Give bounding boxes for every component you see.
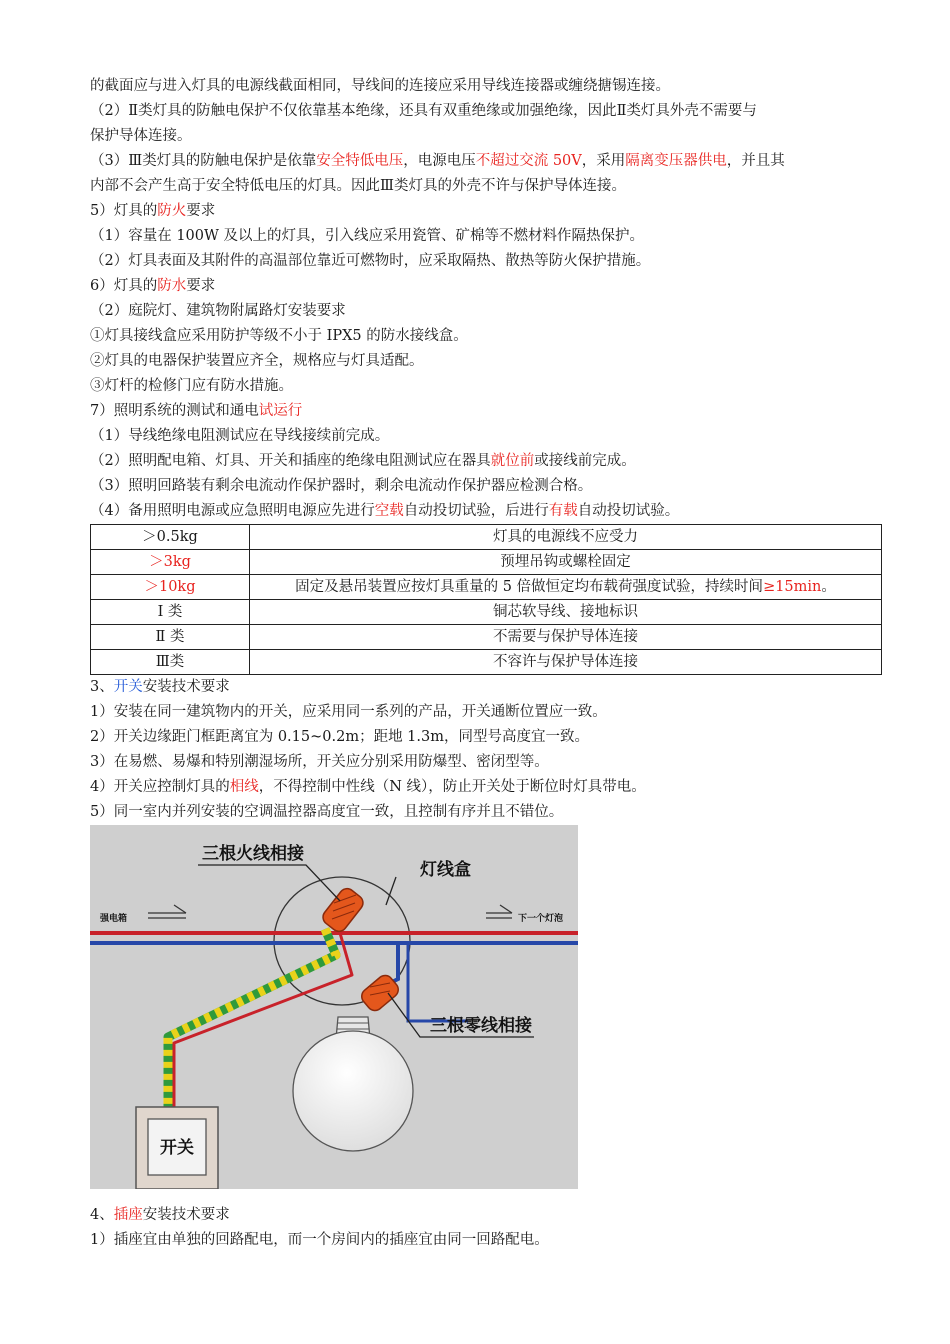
paragraph-line [90, 199, 890, 224]
table-row [91, 550, 882, 575]
paragraph-line [90, 700, 890, 725]
text-run: ＞0.5kg [142, 529, 198, 545]
text-run: （2）庭院灯、建筑物附属路灯安装要求 [90, 303, 346, 319]
text-run: 3）在易燃、易爆和特别潮湿场所，开关应分别采用防爆型、密闭型等。 [90, 754, 549, 770]
text-run: ，电源电压 [403, 153, 476, 169]
text-run: （3）Ⅲ类灯具的防触电保护是依靠 [90, 153, 317, 169]
text-run: 7）照明系统的测试和通电 [90, 403, 259, 419]
paragraph-line [90, 675, 890, 700]
text-run: 。 [821, 579, 836, 595]
paragraph-line [90, 249, 890, 274]
paragraph-line [90, 775, 890, 800]
category-cell [91, 625, 250, 650]
paragraph-line [90, 499, 890, 524]
highlighted-text: 安全特低电压 [316, 153, 404, 169]
highlighted-text: ＞10kg [144, 579, 196, 595]
table-row [91, 625, 882, 650]
text-run: 要求 [186, 278, 216, 294]
highlighted-text: 防水 [157, 278, 187, 294]
paragraph-line [90, 725, 890, 750]
paragraph-line [90, 274, 890, 299]
next-bulb-label: 下一个灯泡 [518, 914, 564, 924]
paragraph-line [90, 750, 890, 775]
paragraph-line [90, 1228, 890, 1253]
requirement-cell [250, 525, 882, 550]
text-run: 铜芯软导线、接地标识 [493, 604, 638, 620]
requirement-cell [250, 575, 882, 600]
paragraph-line [90, 174, 890, 199]
text-run: 5）灯具的 [90, 203, 158, 219]
live-connection-label: 三根火线相接 [202, 844, 304, 864]
paragraph-line [90, 1203, 890, 1228]
highlighted-text: 有载 [548, 503, 578, 519]
highlighted-text: 开关 [113, 679, 143, 695]
highlighted-text: 插座 [113, 1207, 143, 1223]
text-run: 3、 [90, 679, 114, 695]
text-run: ，采用 [581, 153, 626, 169]
highlighted-text: 隔离变压器供电 [625, 153, 727, 169]
text-run: 安装技术要求 [142, 1207, 230, 1223]
text-run: 自动投切试验。 [577, 503, 680, 519]
paragraph-line [90, 349, 890, 374]
text-run: 6）灯具的 [90, 278, 158, 294]
text-run: 不容许与保护导体连接 [493, 654, 638, 670]
text-run: 5）同一室内并列安装的空调温控器高度宜一致，且控制有序并且不错位。 [90, 804, 564, 820]
highlighted-text: 不超过交流 50V [475, 153, 582, 169]
paragraph-line [90, 224, 890, 249]
highlighted-text: ≥15min [763, 579, 822, 595]
category-cell [91, 550, 250, 575]
paragraph-line [90, 424, 890, 449]
table-row [91, 650, 882, 675]
paragraph-line [90, 324, 890, 349]
document-page [90, 74, 890, 1253]
highlighted-text: ＞3kg [149, 554, 191, 570]
highlighted-text: 就位前 [490, 453, 535, 469]
text-run: ，不得控制中性线（N 线），防止开关处于断位时灯具带电。 [258, 779, 646, 795]
light-box-label: 灯线盒 [420, 860, 471, 880]
text-run: 固定及悬吊装置应按灯具重量的 5 倍做恒定均布载荷强度试验，持续时间 [295, 579, 764, 595]
text-run: 的截面应与进入灯具的电源线截面相同，导线间的连接应采用导线连接器或缠绕搪锡连接。 [90, 78, 670, 94]
category-cell [91, 525, 250, 550]
paragraph-line [90, 399, 890, 424]
text-run: 预埋吊钩或螺栓固定 [500, 554, 631, 570]
paragraph-line [90, 474, 890, 499]
text-run: （1）导线绝缘电阻测试应在导线接续前完成。 [90, 428, 390, 444]
paragraph-line [90, 124, 890, 149]
switch-label: 开关 [160, 1138, 194, 1158]
requirement-cell [250, 650, 882, 675]
text-run: 安装技术要求 [142, 679, 230, 695]
text-run: 不需要与保护导体连接 [493, 629, 638, 645]
power-box-label: 强电箱 [100, 914, 128, 924]
paragraph-line [90, 149, 890, 174]
highlighted-text: 空载 [374, 503, 404, 519]
table-row [91, 575, 882, 600]
neutral-connection-label: 三根零线相接 [430, 1016, 532, 1036]
lamp-weight-spec-table [90, 524, 882, 675]
text-run: 灯具的电源线不应受力 [493, 529, 638, 545]
text-run: （2）灯具表面及其附件的高温部位靠近可燃物时，应采取隔热、散热等防火保护措施。 [90, 253, 651, 269]
text-run: （2）Ⅱ类灯具的防触电保护不仅依靠基本绝缘，还具有双重绝缘或加强绝缘，因此Ⅱ类灯具外壳不需要与 [90, 103, 757, 119]
text-run: 要求 [186, 203, 216, 219]
text-run: Ⅱ 类 [155, 629, 185, 645]
socket-installation-section [90, 1203, 890, 1253]
table-row [91, 600, 882, 625]
text-run: 自动投切试验，后进行 [403, 503, 549, 519]
text-run: ③灯杆的检修门应有防水措施。 [90, 378, 293, 394]
text-run: 内部不会产生高于安全特低电压的灯具。因此Ⅲ类灯具的外壳不许与保护导体连接。 [90, 178, 626, 194]
text-run: Ⅲ类 [155, 654, 185, 670]
requirement-cell [250, 550, 882, 575]
requirement-cell [250, 625, 882, 650]
text-run: ②灯具的电器保护装置应齐全，规格应与灯具适配。 [90, 353, 424, 369]
paragraph-line [90, 449, 890, 474]
text-run: （1）容量在 100W 及以上的灯具，引入线应采用瓷管、矿棉等不燃材料作隔热保护。 [90, 228, 645, 244]
text-run: ，并且其 [726, 153, 785, 169]
text-run: 1）插座宜由单独的回路配电，而一个房间内的插座宜由同一回路配电。 [90, 1232, 549, 1248]
highlighted-text: 相线 [229, 779, 259, 795]
table-row [91, 525, 882, 550]
category-cell [91, 600, 250, 625]
text-run: ①灯具接线盒应采用防护等级不小于 IPX5 的防水接线盒。 [90, 328, 468, 344]
text-run: 4、 [90, 1207, 114, 1223]
wiring-diagram [90, 825, 578, 1189]
paragraph-line [90, 74, 890, 99]
text-run: （4）备用照明电源或应急照明电源应先进行 [90, 503, 375, 519]
text-run: 4）开关应控制灯具的 [90, 779, 230, 795]
text-run: 1）安装在同一建筑物内的开关，应采用同一系列的产品，开关通断位置应一致。 [90, 704, 607, 720]
lighting-requirements-section [90, 74, 890, 524]
highlighted-text: 试运行 [258, 403, 303, 419]
paragraph-line [90, 374, 890, 399]
paragraph-line [90, 299, 890, 324]
category-cell [91, 575, 250, 600]
paragraph-line [90, 99, 890, 124]
highlighted-text: 防火 [157, 203, 187, 219]
text-run: （2）照明配电箱、灯具、开关和插座的绝缘电阻测试应在器具 [90, 453, 491, 469]
requirement-cell [250, 600, 882, 625]
category-cell [91, 650, 250, 675]
text-run: （3）照明回路装有剩余电流动作保护器时，剩余电流动作保护器应检测合格。 [90, 478, 593, 494]
text-run: 保护导体连接。 [90, 128, 192, 144]
text-run: 2）开关边缘距门框距离宜为 0.15~0.2m；距地 1.3m，同型号高度宜一致。 [90, 729, 589, 745]
switch-installation-section [90, 675, 890, 825]
text-run: Ⅰ 类 [157, 604, 183, 620]
paragraph-line [90, 800, 890, 825]
text-run: 或接线前完成。 [534, 453, 636, 469]
